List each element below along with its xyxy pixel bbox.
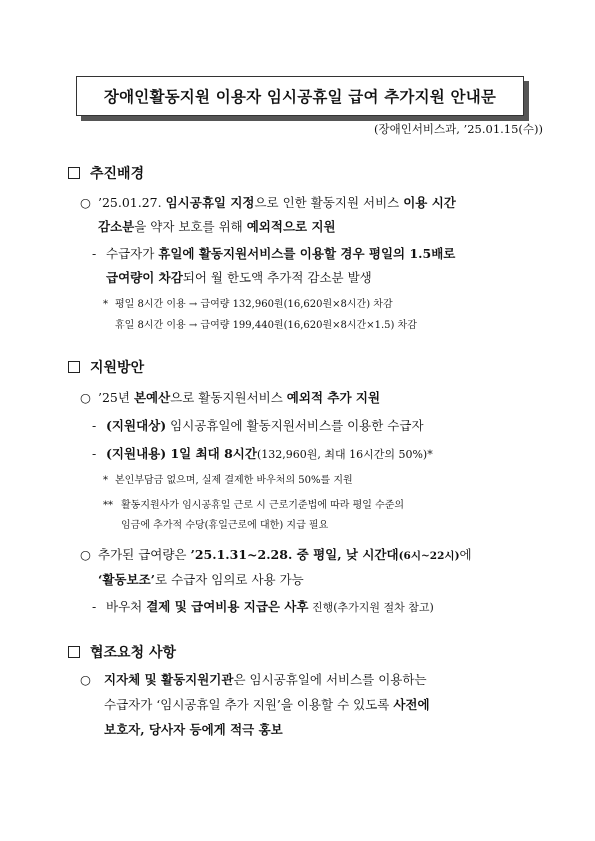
circle-bullet-icon: ○ (80, 390, 91, 405)
body-line: ○ ’25년 본예산으로 활동지원서비스 예외적 추가 지원 (80, 390, 381, 405)
square-bullet-icon (68, 646, 80, 658)
body-line: - (지원내용) 1일 최대 8시간(132,960원, 최대 16시간의 50%)* (92, 446, 433, 461)
body-line: ‘활동보조’로 수급자 임의로 사용 가능 (98, 572, 304, 587)
title-box (76, 76, 524, 116)
body-line: 급여량이 차감되어 월 한도액 추가적 감소분 발생 (106, 270, 372, 285)
circle-bullet-icon: ○ (80, 547, 91, 562)
note-line: 임금에 추가적 수당(휴일근로에 대한) 지급 필요 (121, 520, 329, 531)
body-line: 보호자, 당사자 등에게 적극 홍보 (104, 722, 283, 737)
body-line: 수급자가 ‘임시공휴일 추가 지원’을 이용할 수 있도록 사전에 (104, 697, 430, 712)
section-heading-request: 협조요청 사항 (68, 642, 176, 662)
section-heading-background: 추진배경 (68, 163, 144, 183)
section-heading-plan: 지원방안 (68, 357, 144, 377)
square-bullet-icon (68, 167, 80, 179)
body-line: - 바우처 결제 및 급여비용 지급은 사후 진행(추가지원 절차 참고) (92, 599, 434, 614)
note-line: ** 활동지원사가 임시공휴일 근로 시 근로기준법에 따라 평일 수준의 (103, 500, 405, 511)
body-line: - (지원대상) 임시공휴일에 활동지원서비스를 이용한 수급자 (92, 418, 424, 433)
body-line: - 수급자가 휴일에 활동지원서비스를 이용할 경우 평일의 1.5배로 (92, 246, 456, 261)
body-line: ○ 추가된 급여량은 ’25.1.31~2.28. 중 평일, 낮 시간대(6시~22시)에 (80, 547, 472, 562)
dash-bullet: - (92, 246, 97, 261)
body-line: 감소분을 약자 보호를 위해 예외적으로 지원 (98, 219, 336, 234)
note-line: * 평일 8시간 이용 → 급여량 132,960원(16,620원×8시간) 차감 (103, 299, 393, 310)
circle-bullet-icon: ○ (80, 672, 91, 687)
note-line: * 본인부담금 없으며, 실제 결제한 바우처의 50%를 지원 (103, 475, 353, 486)
subtitle: (장애인서비스과, ’25.01.15(수)) (374, 122, 543, 136)
body-line: ○ ’25.01.27. 임시공휴일 지정으로 인한 활동지원 서비스 이용 시간 (80, 195, 456, 210)
page-title: 장애인활동지원 이용자 임시공휴일 급여 추가지원 안내문 (103, 88, 497, 106)
note-line: 휴일 8시간 이용 → 급여량 199,440원(16,620원×8시간×1.5) 차감 (115, 320, 417, 331)
square-bullet-icon (68, 361, 80, 373)
body-line: ○ 지자체 및 활동지원기관은 임시공휴일에 서비스를 이용하는 (80, 672, 427, 687)
circle-bullet-icon: ○ (80, 195, 91, 210)
